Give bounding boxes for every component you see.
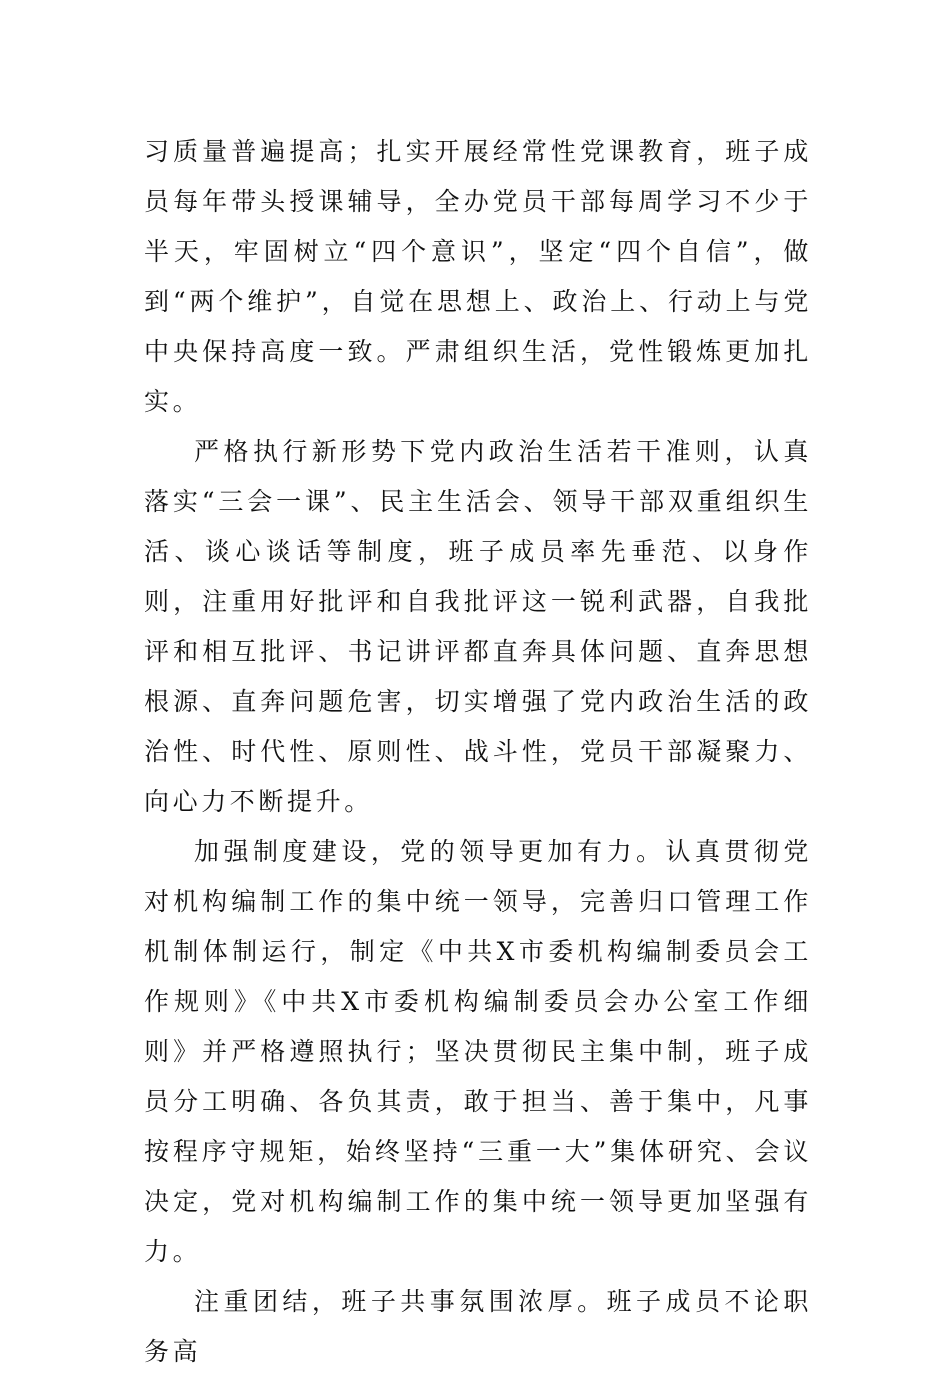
paragraph-4: 注重团结，班子共事氛围浓厚。班子成员不论职务高: [144, 1287, 812, 1366]
document-body: [144, 127, 812, 1377]
paragraph-1: 习质量普遍提高；扎实开展经常性党课教育，班子成员每年带头授课辅导，全办党员干部每周学习不少于半天，牢固树立“四个意识”，坚定“四个自信”，做到“两个维护”，自觉在思想上、政治上、行动上与党中央保持高度一致。严肃组织生活，党性锻炼更加扎实。: [144, 137, 812, 416]
paragraph-3: 加强制度建设，党的领导更加有力。认真贯彻党对机构编制工作的集中统一领导，完善归口管理工作机制体制运行，制定《中共X市委机构编制委员会工作规则》《中共X市委机构编制委员会办公室工作细则》并严格遵照执行；坚决贯彻民主集中制，班子成员分工明确、各负其责，敢于担当、善于集中，凡事按程序守规矩，始终坚持“三重一大”集体研究、会议决定，党对机构编制工作的集中统一领导更加坚强有力。: [144, 837, 812, 1266]
paragraph-2: 严格执行新形势下党内政治生活若干准则，认真落实“三会一课”、民主生活会、领导干部双重组织生活、谈心谈话等制度，班子成员率先垂范、以身作则，注重用好批评和自我批评这一锐利武器，自我批评和相互批评、书记讲评都直奔具体问题、直奔思想根源、直奔问题危害，切实增强了党内政治生活的政治性、时代性、原则性、战斗性，党员干部凝聚力、向心力不断提升。: [144, 437, 812, 816]
